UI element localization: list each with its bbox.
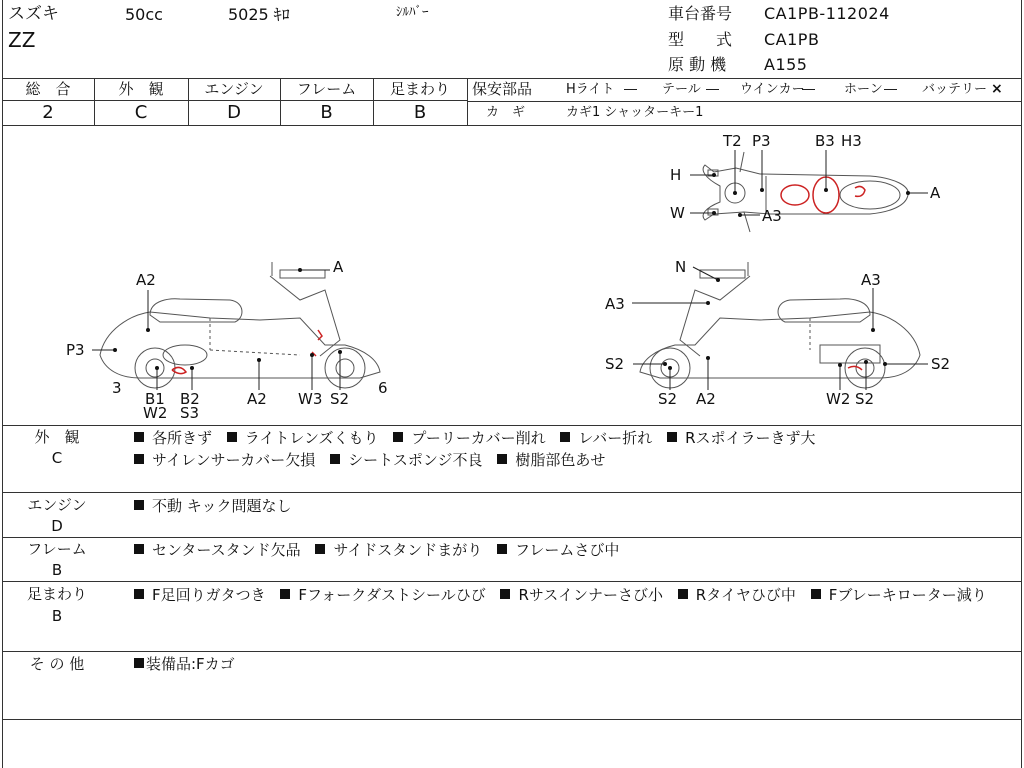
color-name: ｼﾙﾊﾞｰ: [396, 5, 429, 20]
key-value: カギ1 シャッターキー1: [566, 105, 704, 120]
grade-value-overall: 2: [42, 102, 54, 123]
label-right-a3-rear: A3: [861, 271, 881, 289]
label-right-s2-front: S2: [605, 355, 625, 373]
label-top-h3: H3: [841, 132, 862, 150]
maker-name: スズキ: [8, 4, 59, 24]
label-top-t2: T2: [723, 132, 742, 150]
damage-diagram: [0, 126, 1024, 424]
label-right-s2-rear-lower: S2: [855, 390, 875, 408]
label-left-b1: B1: [145, 390, 165, 408]
grade-value-suspension: B: [413, 102, 427, 123]
header-divider: [2, 78, 1022, 79]
label-top-a: A: [930, 184, 941, 202]
label-top-h: H: [670, 166, 682, 184]
remark-other-items: 装備品:Fカゴ: [134, 653, 1014, 675]
safety-headlight-name: Hライト: [566, 82, 615, 97]
label-left-w2: W2: [143, 404, 168, 422]
label-left-6: 6: [378, 379, 388, 397]
displacement: 50cc: [125, 5, 163, 24]
safety-row-divider: [468, 101, 1022, 102]
remark-divider-1: [2, 492, 1022, 493]
label-left-a: A: [333, 258, 344, 276]
safety-winker-name: ウインカー: [740, 82, 805, 97]
safety-winker-value: ―: [802, 82, 815, 97]
remark-divider-2: [2, 537, 1022, 538]
grade-label-engine: エンジン: [204, 80, 264, 98]
label-right-s2-lower: S2: [658, 390, 678, 408]
safety-headlight-value: ―: [624, 82, 637, 97]
label-left-a2: A2: [136, 271, 156, 289]
grade-label-exterior: 外 観: [118, 80, 164, 98]
engine-model-value: A155: [764, 55, 808, 74]
label-right-w2: W2: [826, 390, 851, 408]
remark-divider-3: [2, 581, 1022, 582]
type-value: CA1PB: [764, 30, 820, 49]
remark-divider-4: [2, 651, 1022, 652]
grade-label-frame: フレーム: [296, 80, 357, 98]
grade-value-exterior: C: [134, 102, 148, 123]
remark-suspension-grade: B: [51, 607, 63, 625]
label-left-p3: P3: [66, 341, 85, 359]
safety-horn-name: ホーン: [844, 82, 883, 97]
safety-battery-value: ×: [991, 81, 1003, 97]
remark-suspension-items: F足回りガタつき Fフォークダストシールひび Rサスインナーさび小 Rタイヤひび中 Fブレーキローター減り: [134, 584, 1014, 606]
grade-value-frame: B: [320, 102, 333, 123]
remark-frame-label: フレーム: [27, 540, 87, 558]
label-top-w: W: [670, 204, 685, 222]
grade-label-overall: 総 合: [25, 80, 71, 98]
frame-number-value: CA1PB-112024: [764, 4, 890, 23]
safety-parts-label: 保安部品: [472, 80, 533, 98]
grade-value-engine: D: [227, 102, 241, 123]
remark-engine-label: エンジン: [27, 496, 87, 514]
label-top-p3: P3: [752, 132, 771, 150]
key-label: カ ギ: [486, 105, 526, 120]
model-name: ZZ: [8, 28, 36, 52]
engine-model-label: 原 動 機: [668, 55, 727, 74]
mileage: 5025 ｷﾛ: [228, 5, 290, 24]
remark-exterior-items: 各所きず ライトレンズくもり プーリーカバー削れ レバー折れ Rスポイラーきず大 サイレンサーカバー欠損 シートスポンジ不良 樹脂部色あせ: [134, 427, 1014, 471]
frame-number-label: 車台番号: [668, 4, 733, 23]
label-left-w3: W3: [298, 390, 323, 408]
label-right-a2: A2: [696, 390, 716, 408]
remark-engine-items: 不動 キック問題なし: [134, 495, 1014, 517]
label-top-b3: B3: [815, 132, 835, 150]
label-left-b2: B2: [180, 390, 200, 408]
remark-exterior-label: 外 観: [34, 428, 80, 446]
remark-exterior-grade: C: [51, 449, 63, 467]
remark-engine-grade: D: [51, 517, 63, 535]
label-right-n: N: [675, 258, 687, 276]
safety-tail-name: テール: [662, 82, 701, 97]
safety-horn-value: ―: [884, 82, 897, 97]
label-top-a3: A3: [762, 207, 782, 225]
label-left-s2: S2: [330, 390, 350, 408]
safety-battery-name: バッテリー: [922, 82, 988, 97]
type-label: 型 式: [668, 30, 733, 49]
label-right-s2-rear: S2: [931, 355, 951, 373]
remark-frame-items: センタースタンド欠品 サイドスタンドまがり フレームさび中: [134, 539, 1014, 561]
grade-row-divider: [2, 100, 468, 101]
remark-other-label: そ の 他: [29, 655, 85, 673]
diagram-bottom-divider: [2, 425, 1022, 426]
remark-divider-5: [2, 719, 1022, 720]
grade-label-suspension: 足まわり: [389, 80, 450, 98]
label-left-a2-lower: A2: [247, 390, 267, 408]
label-left-s3: S3: [180, 404, 200, 422]
safety-tail-value: ―: [706, 82, 719, 97]
label-left-3: 3: [112, 379, 122, 397]
remark-suspension-label: 足まわり: [26, 585, 87, 603]
label-right-a3-front: A3: [605, 295, 625, 313]
remark-frame-grade: B: [51, 561, 63, 579]
grade-col-divider-5: [467, 78, 468, 125]
